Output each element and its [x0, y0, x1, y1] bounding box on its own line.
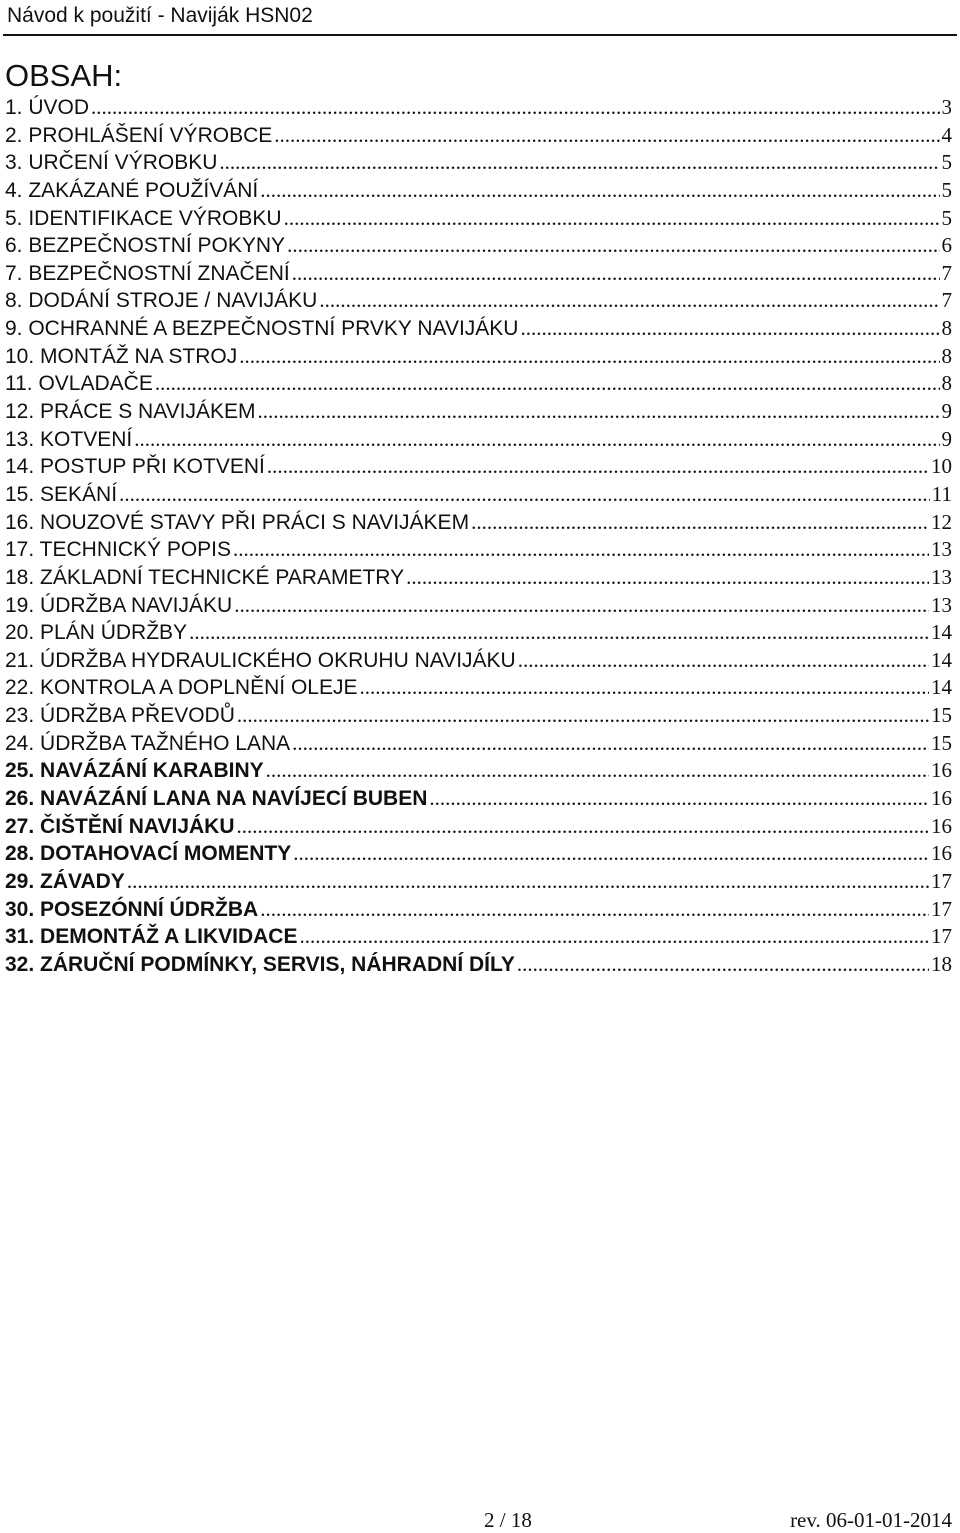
toc-entry[interactable] [5, 757, 952, 785]
toc-entry[interactable] [5, 564, 952, 592]
toc-entry-title: 23. ÚDRŽBA PŘEVODŮ [5, 704, 235, 728]
toc-entry[interactable] [5, 536, 952, 564]
toc-dot-leader [287, 232, 939, 260]
toc-dot-leader [258, 398, 940, 426]
toc-entry-title: 14. POSTUP PŘI KOTVENÍ [5, 455, 265, 479]
toc-entry-title: 15. SEKÁNÍ [5, 482, 118, 506]
toc-entry-title: 18. ZÁKLADNÍ TECHNICKÉ PARAMETRY [5, 565, 405, 589]
toc-dot-leader [91, 94, 939, 122]
toc-dot-leader [239, 343, 939, 371]
toc-entry-page: 15 [931, 703, 952, 728]
toc-entry-title: 16. NOUZOVÉ STAVY PŘI PRÁCI S NAVIJÁKEM [5, 510, 470, 534]
toc-dot-leader [274, 122, 939, 150]
toc-entry-title: 22. KONTROLA A DOPLNĚNÍ OLEJE [5, 676, 358, 700]
toc-entry-title: 29. ZÁVADY [5, 869, 125, 893]
toc-entry[interactable] [5, 481, 952, 509]
toc-entry-page: 10 [931, 454, 952, 479]
toc-entry[interactable] [5, 674, 952, 702]
toc-entry-page: 4 [941, 122, 952, 147]
toc-entry[interactable] [5, 730, 952, 758]
toc-dot-leader [299, 923, 929, 951]
toc-entry-page: 16 [931, 813, 952, 838]
toc-entry-page: 5 [941, 150, 952, 175]
toc-entry-page: 16 [931, 841, 952, 866]
toc-entry-page: 14 [931, 675, 952, 700]
toc-entry-title: 2. PROHLÁŠENÍ VÝROBCE [5, 123, 273, 147]
toc-entry[interactable] [5, 896, 952, 924]
toc-dot-leader [284, 205, 940, 233]
toc-entry-page: 12 [931, 509, 952, 534]
toc-entry-title: 27. ČIŠTĚNÍ NAVIJÁKU [5, 814, 235, 838]
toc-dot-leader [293, 840, 929, 868]
toc-entry[interactable] [5, 122, 952, 150]
toc-entry[interactable] [5, 951, 952, 979]
toc-dot-leader [518, 647, 929, 675]
toc-entry[interactable] [5, 287, 952, 315]
toc-entry-title: 7. BEZPEČNOSTNÍ ZNAČENÍ [5, 261, 290, 285]
toc-dot-leader [219, 149, 939, 177]
toc-dot-leader [292, 730, 929, 758]
toc-entry[interactable] [5, 619, 952, 647]
toc-entry[interactable] [5, 343, 952, 371]
toc-dot-leader [234, 592, 929, 620]
toc-dot-leader [406, 564, 929, 592]
page-header [0, 0, 960, 36]
toc-entry-page: 16 [931, 758, 952, 783]
toc-entry[interactable] [5, 94, 952, 122]
toc-entry-page: 9 [941, 399, 952, 424]
toc-entry[interactable] [5, 177, 952, 205]
toc-entry-title: 9. OCHRANNÉ A BEZPEČNOSTNÍ PRVKY NAVIJÁKU [5, 317, 519, 341]
toc-entry-title: 6. BEZPEČNOSTNÍ POKYNY [5, 234, 286, 258]
toc-dot-leader [189, 619, 929, 647]
toc-entry-page: 7 [941, 288, 952, 313]
toc-entry-page: 8 [941, 343, 952, 368]
toc-entry[interactable] [5, 260, 952, 288]
toc-dot-leader [260, 177, 939, 205]
toc-dot-leader [471, 509, 929, 537]
header-divider [3, 34, 957, 36]
toc-entry-page: 8 [941, 316, 952, 341]
toc-entry[interactable] [5, 398, 952, 426]
toc-entry[interactable] [5, 370, 952, 398]
toc-entry-title: 24. ÚDRŽBA TAŽNÉHO LANA [5, 731, 291, 755]
toc-entry[interactable] [5, 232, 952, 260]
toc-entry-page: 11 [931, 481, 952, 506]
toc-entry[interactable] [5, 149, 952, 177]
toc-entry-title: 13. KOTVENÍ [5, 427, 133, 451]
toc-entry-title: 8. DODÁNÍ STROJE / NAVIJÁKU [5, 289, 318, 313]
toc-entry-page: 7 [941, 260, 952, 285]
toc-dot-leader [266, 757, 929, 785]
toc-entry-page: 14 [931, 647, 952, 672]
toc-entry-page: 8 [941, 371, 952, 396]
toc-entry-page: 13 [931, 564, 952, 589]
toc-dot-leader [119, 481, 930, 509]
toc-entry[interactable] [5, 923, 952, 951]
toc-entry-page: 5 [941, 177, 952, 202]
toc-dot-leader [429, 785, 929, 813]
toc-entry[interactable] [5, 315, 952, 343]
toc-entry-title: 28. DOTAHOVACÍ MOMENTY [5, 842, 292, 866]
toc-entry-title: 21. ÚDRŽBA HYDRAULICKÉHO OKRUHU NAVIJÁKU [5, 648, 516, 672]
toc-entry-title: 32. ZÁRUČNÍ PODMÍNKY, SERVIS, NÁHRADNÍ DÍLY [5, 952, 515, 976]
toc-entry-title: 25. NAVÁZÁNÍ KARABINY [5, 759, 264, 783]
toc-entry-page: 6 [941, 233, 952, 258]
toc-entry-title: 19. ÚDRŽBA NAVIJÁKU [5, 593, 233, 617]
table-of-contents [5, 94, 952, 979]
toc-dot-leader [319, 287, 939, 315]
toc-dot-leader [134, 426, 939, 454]
toc-entry-title: 20. PLÁN ÚDRŽBY [5, 621, 188, 645]
toc-entry-page: 5 [941, 205, 952, 230]
toc-entry-page: 18 [931, 951, 952, 976]
toc-entry[interactable] [5, 840, 952, 868]
toc-entry-title: 11. OVLADAČE [5, 372, 153, 396]
toc-entry[interactable] [5, 868, 952, 896]
toc-entry-title: 12. PRÁCE S NAVIJÁKEM [5, 400, 256, 424]
toc-entry-title: 26. NAVÁZÁNÍ LANA NA NAVÍJECÍ BUBEN [5, 787, 428, 811]
toc-entry-title: 5. IDENTIFIKACE VÝROBKU [5, 206, 282, 230]
toc-entry-page: 13 [931, 537, 952, 562]
toc-entry-title: 4. ZAKÁZANÉ POUŽÍVÁNÍ [5, 178, 259, 202]
toc-entry[interactable] [5, 509, 952, 537]
toc-dot-leader [520, 315, 939, 343]
toc-entry[interactable] [5, 426, 952, 454]
toc-entry-title: 31. DEMONTÁŽ A LIKVIDACE [5, 925, 298, 949]
toc-entry[interactable] [5, 702, 952, 730]
toc-entry[interactable] [5, 813, 952, 841]
toc-entry-page: 13 [931, 592, 952, 617]
toc-entry[interactable] [5, 785, 952, 813]
toc-entry-title: 30. POSEZÓNNÍ ÚDRŽBA [5, 897, 259, 921]
toc-entry-page: 14 [931, 620, 952, 645]
toc-dot-leader [237, 813, 930, 841]
toc-heading: OBSAH: [5, 58, 123, 93]
toc-entry-page: 15 [931, 730, 952, 755]
toc-entry[interactable] [5, 205, 952, 233]
page-number: 2 / 18 [484, 1508, 532, 1532]
toc-entry-page: 16 [931, 786, 952, 811]
toc-entry-page: 3 [941, 95, 952, 119]
toc-dot-leader [359, 674, 929, 702]
toc-dot-leader [233, 536, 929, 564]
toc-dot-leader [155, 370, 940, 398]
toc-entry-page: 17 [931, 896, 952, 921]
toc-entry-title: 3. URČENÍ VÝROBKU [5, 151, 218, 175]
toc-entry-title: 10. MONTÁŽ NA STROJ [5, 344, 238, 368]
toc-entry-page: 17 [931, 868, 952, 893]
toc-entry[interactable] [5, 592, 952, 620]
toc-dot-leader [517, 951, 929, 979]
toc-entry-page: 9 [941, 426, 952, 451]
document-title: Návod k použití - Naviják HSN02 [7, 4, 313, 27]
revision-label: rev. 06-01-01-2014 [790, 1508, 952, 1532]
toc-dot-leader [127, 868, 929, 896]
toc-entry-title: 1. ÚVOD [5, 96, 90, 119]
toc-dot-leader [260, 896, 929, 924]
toc-entry[interactable] [5, 453, 952, 481]
toc-entry[interactable] [5, 647, 952, 675]
toc-entry-page: 17 [931, 924, 952, 949]
toc-entry-title: 17. TECHNICKÝ POPIS [5, 538, 232, 562]
toc-dot-leader [237, 702, 929, 730]
toc-dot-leader [292, 260, 940, 288]
toc-dot-leader [267, 453, 929, 481]
